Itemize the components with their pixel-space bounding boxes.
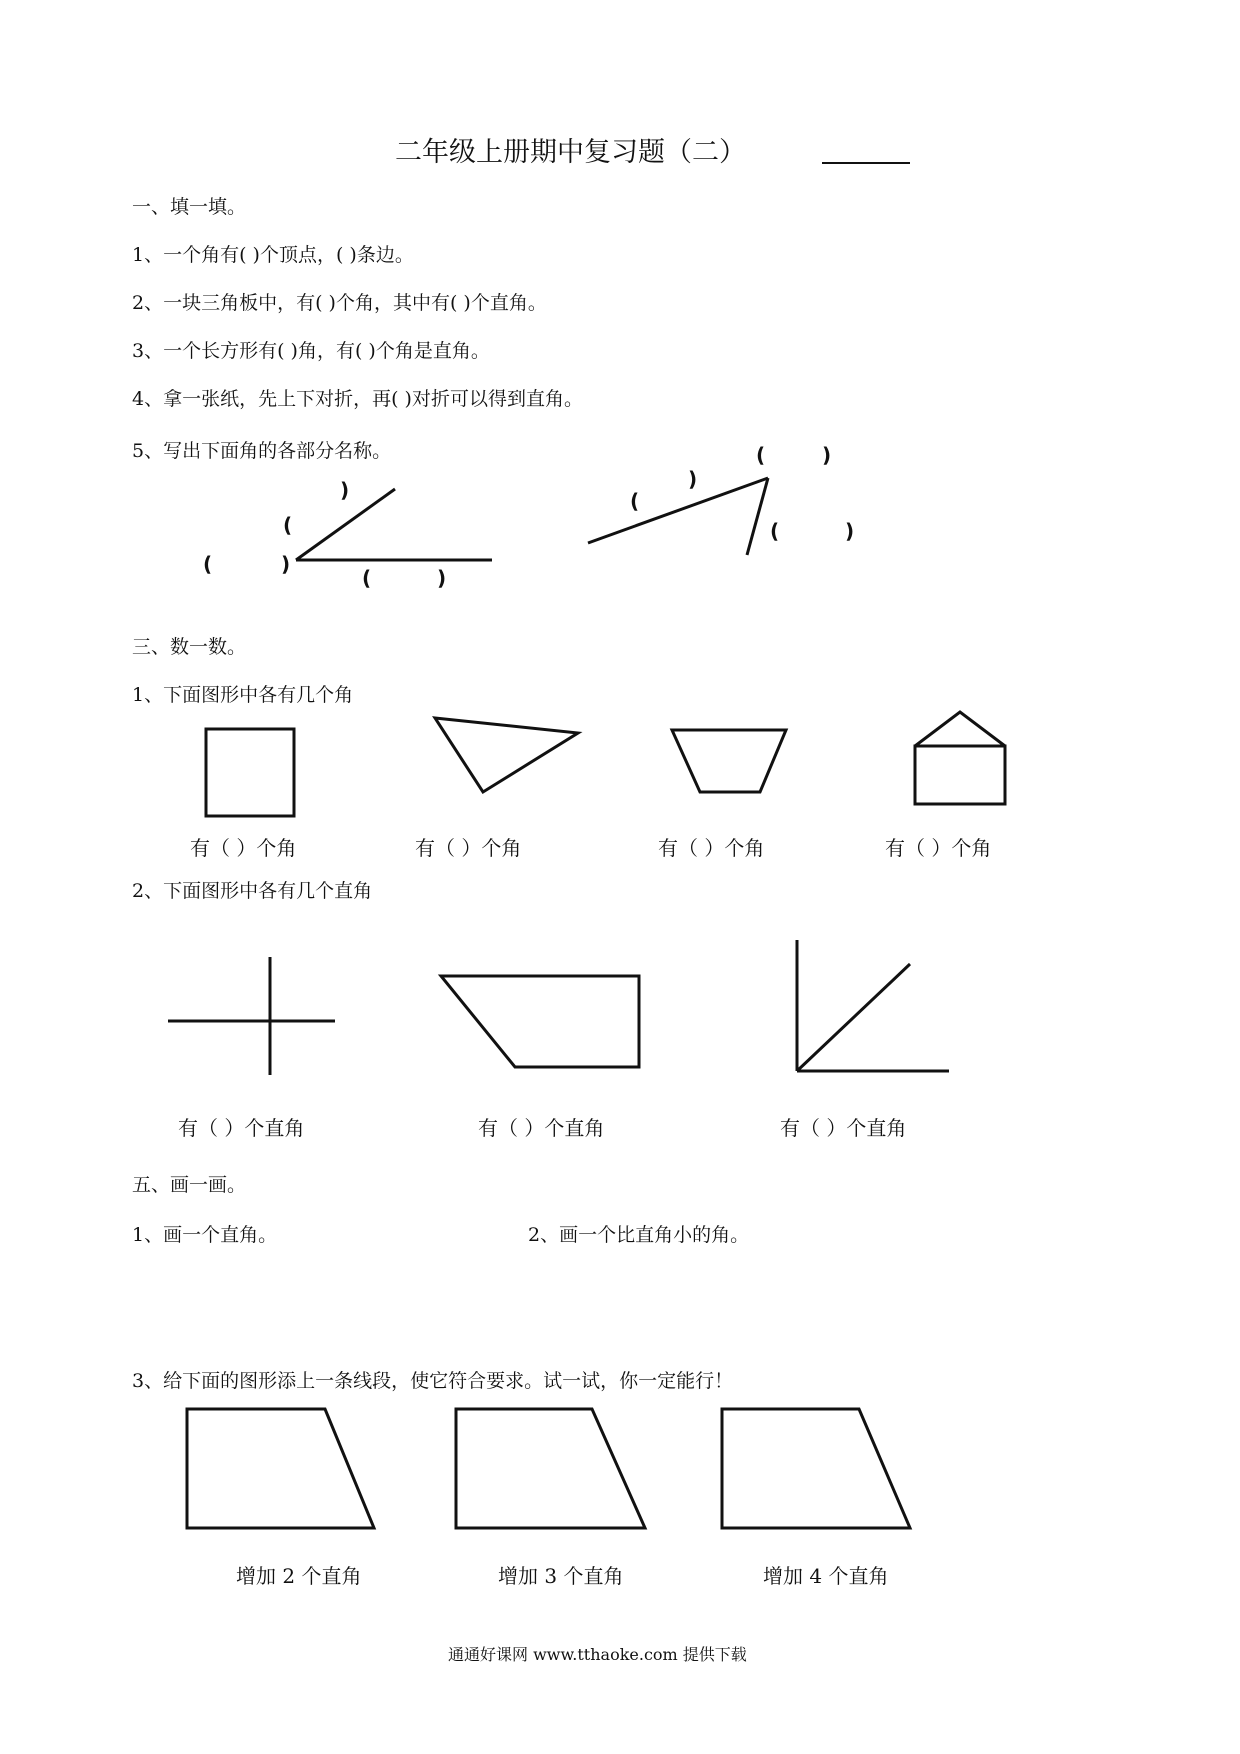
corner-with-diagonal-shape [797, 940, 949, 1071]
draw-question-1: 1、画一个直角。 [132, 1224, 278, 1246]
right-angle-count-caption: 有（ ）个直角 [178, 1116, 305, 1140]
angle-blank-paren: ( [362, 566, 372, 590]
angle-count-caption: 有（ ）个角 [885, 836, 992, 860]
page-title: 二年级上册期中复习题（二） [395, 137, 746, 168]
fill-question-2: 2、一块三角板中，有( )个角，其中有( )个直角。 [132, 292, 547, 314]
section-count-heading: 三、数一数。 [132, 636, 247, 658]
angle-blank-paren: ( [630, 489, 640, 513]
angle-blank-paren: ( [756, 443, 766, 467]
right-trapezoid-shape [441, 976, 639, 1067]
fill-question-3: 3、一个长方形有( )角，有( )个角是直角。 [132, 340, 490, 362]
angle-blank-paren: ( [203, 552, 213, 576]
fill-question-1: 1、一个角有( )个顶点，( )条边。 [132, 244, 414, 266]
count-question-1: 1、下面图形中各有几个角 [132, 684, 354, 706]
draw-question-2: 2、画一个比直角小的角。 [528, 1224, 750, 1246]
angle-blank-paren: ) [688, 467, 698, 491]
angle-blank-paren: ) [822, 443, 832, 467]
angle-blank-paren: ) [340, 478, 350, 502]
angle-count-caption: 有（ ）个角 [415, 836, 522, 860]
add-segment-caption: 增加 2 个直角 [236, 1564, 362, 1588]
add-segment-caption: 增加 4 个直角 [763, 1564, 889, 1588]
triangle-shape [435, 718, 578, 792]
square-shape [206, 729, 294, 816]
fill-question-4: 4、拿一张纸，先上下对折，再( )对折可以得到直角。 [132, 388, 583, 410]
add-segment-shape-1 [187, 1409, 374, 1528]
angle-blank-paren: ) [281, 552, 291, 576]
count-question-2: 2、下面图形中各有几个直角 [132, 880, 373, 902]
angle-figure-left [203, 478, 492, 590]
angle-blank-paren: ) [437, 566, 447, 590]
footer-source: 通通好课网 www.tthaoke.com 提供下载 [448, 1645, 747, 1664]
right-angle-count-caption: 有（ ）个直角 [780, 1116, 907, 1140]
trapezoid-shape [672, 730, 786, 792]
angle-figure-right [588, 443, 854, 555]
add-segment-shape-2 [456, 1409, 645, 1528]
add-segment-caption: 增加 3 个直角 [498, 1564, 624, 1588]
cross-lines-shape [168, 957, 335, 1075]
right-angle-count-caption: 有（ ）个直角 [478, 1116, 605, 1140]
angle-blank-paren: ( [770, 519, 780, 543]
draw-question-3: 3、给下面的图形添上一条线段，使它符合要求。试一试，你一定能行！ [132, 1370, 734, 1392]
angle-count-caption: 有（ ）个角 [190, 836, 297, 860]
section-fill-heading: 一、填一填。 [132, 196, 247, 218]
add-segment-shape-3 [722, 1409, 910, 1528]
house-shape [915, 712, 1005, 804]
fill-question-5: 5、写出下面角的各部分名称。 [132, 440, 392, 462]
section-draw-heading: 五、画一画。 [132, 1174, 247, 1196]
angle-blank-paren: ( [283, 513, 293, 537]
angle-count-caption: 有（ ）个角 [658, 836, 765, 860]
angle-blank-paren: ) [845, 519, 855, 543]
